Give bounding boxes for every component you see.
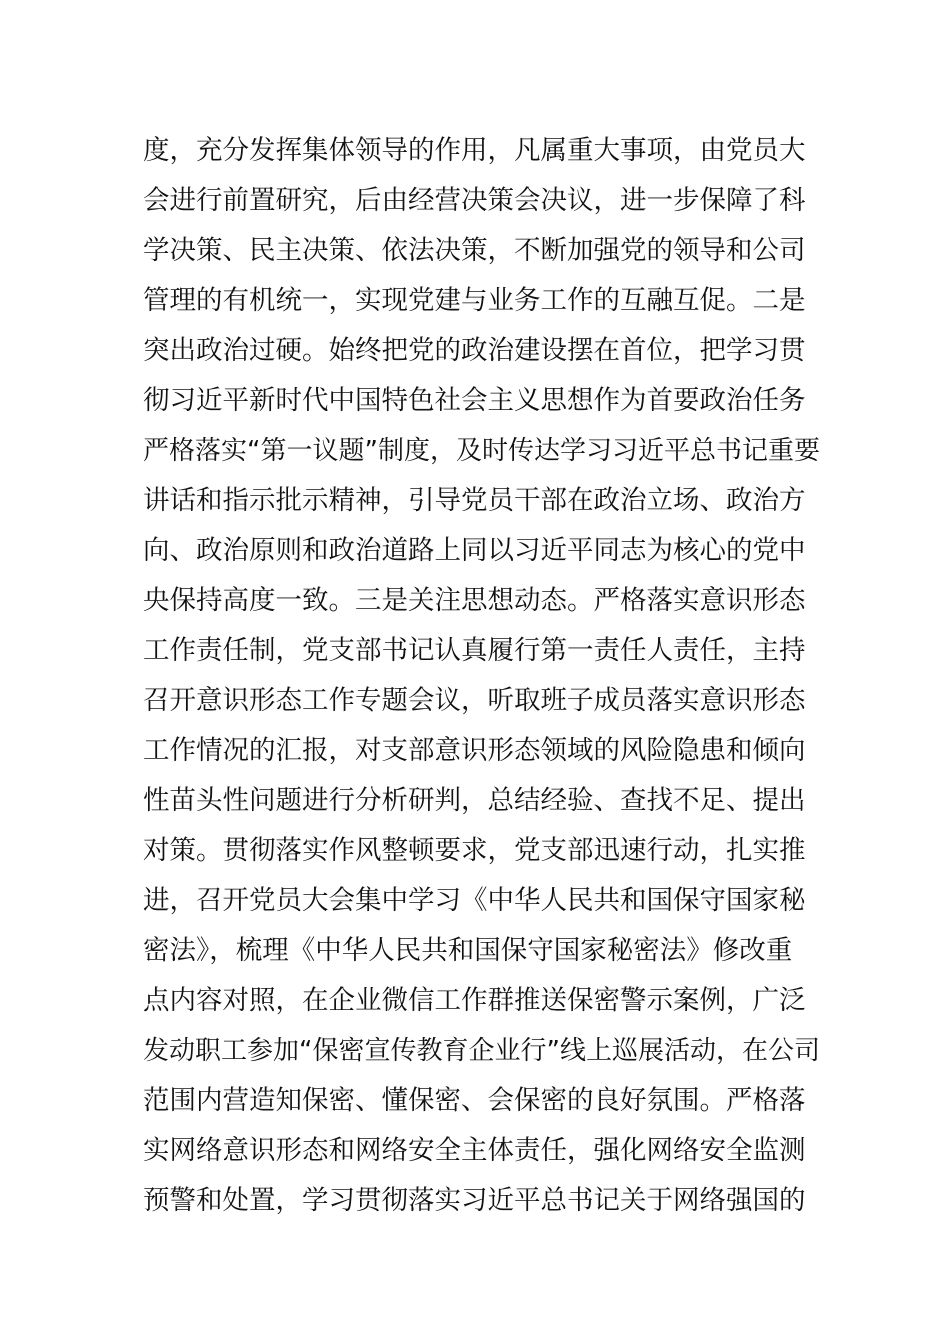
body-paragraph: [143, 126, 823, 1226]
text-line: 度，充分发挥集体领导的作用，凡属重大事项，由党员大: [143, 135, 806, 166]
text-line: 学决策、民主决策、依法决策，不断加强党的领导和公司: [143, 235, 806, 266]
text-line: 讲话和指示批示精神，引导党员干部在政治立场、政治方: [143, 485, 806, 516]
text-line: 性苗头性问题进行分析研判，总结经验、查找不足、提出: [143, 785, 806, 816]
text-line: 彻习近平新时代中国特色社会主义思想作为首要政治任务: [143, 385, 806, 416]
text-line: 管理的有机统一，实现党建与业务工作的互融互促。二是: [143, 285, 806, 316]
text-line: 进，召开党员大会集中学习《中华人民共和国保守国家秘: [143, 885, 806, 916]
text-line: 点内容对照，在企业微信工作群推送保密警示案例，广泛: [143, 985, 806, 1016]
text-line: 工作责任制，党支部书记认真履行第一责任人责任，主持: [143, 635, 806, 666]
text-line: 发动职工参加“保密宣传教育企业行”线上巡展活动，在公司: [143, 1036, 820, 1066]
text-line: 会进行前置研究，后由经营决策会决议，进一步保障了科: [143, 185, 806, 216]
text-line: 实网络意识形态和网络安全主体责任，强化网络安全监测: [143, 1135, 806, 1166]
text-line: 范围内营造知保密、懂保密、会保密的良好氛围。严格落: [143, 1085, 806, 1116]
text-line: 突出政治过硬。始终把党的政治建设摆在首位，把学习贯: [143, 335, 806, 366]
text-line: 严格落实“第一议题”制度，及时传达学习习近平总书记重要: [143, 436, 820, 466]
text-line: 向、政治原则和政治道路上同以习近平同志为核心的党中: [143, 535, 806, 566]
text-line: 工作情况的汇报，对支部意识形态领域的风险隐患和倾向: [143, 735, 806, 766]
text-line: 央保持高度一致。三是关注思想动态。严格落实意识形态: [143, 585, 806, 616]
text-line: 对策。贯彻落实作风整顿要求，党支部迅速行动，扎实推: [143, 835, 806, 866]
text-line: 预警和处置，学习贯彻落实习近平总书记关于网络强国的: [143, 1185, 806, 1216]
text-line: 密法》，梳理《中华人民共和国保守国家秘密法》修改重: [143, 935, 793, 966]
text-line: 召开意识形态工作专题会议，听取班子成员落实意识形态: [143, 685, 806, 716]
